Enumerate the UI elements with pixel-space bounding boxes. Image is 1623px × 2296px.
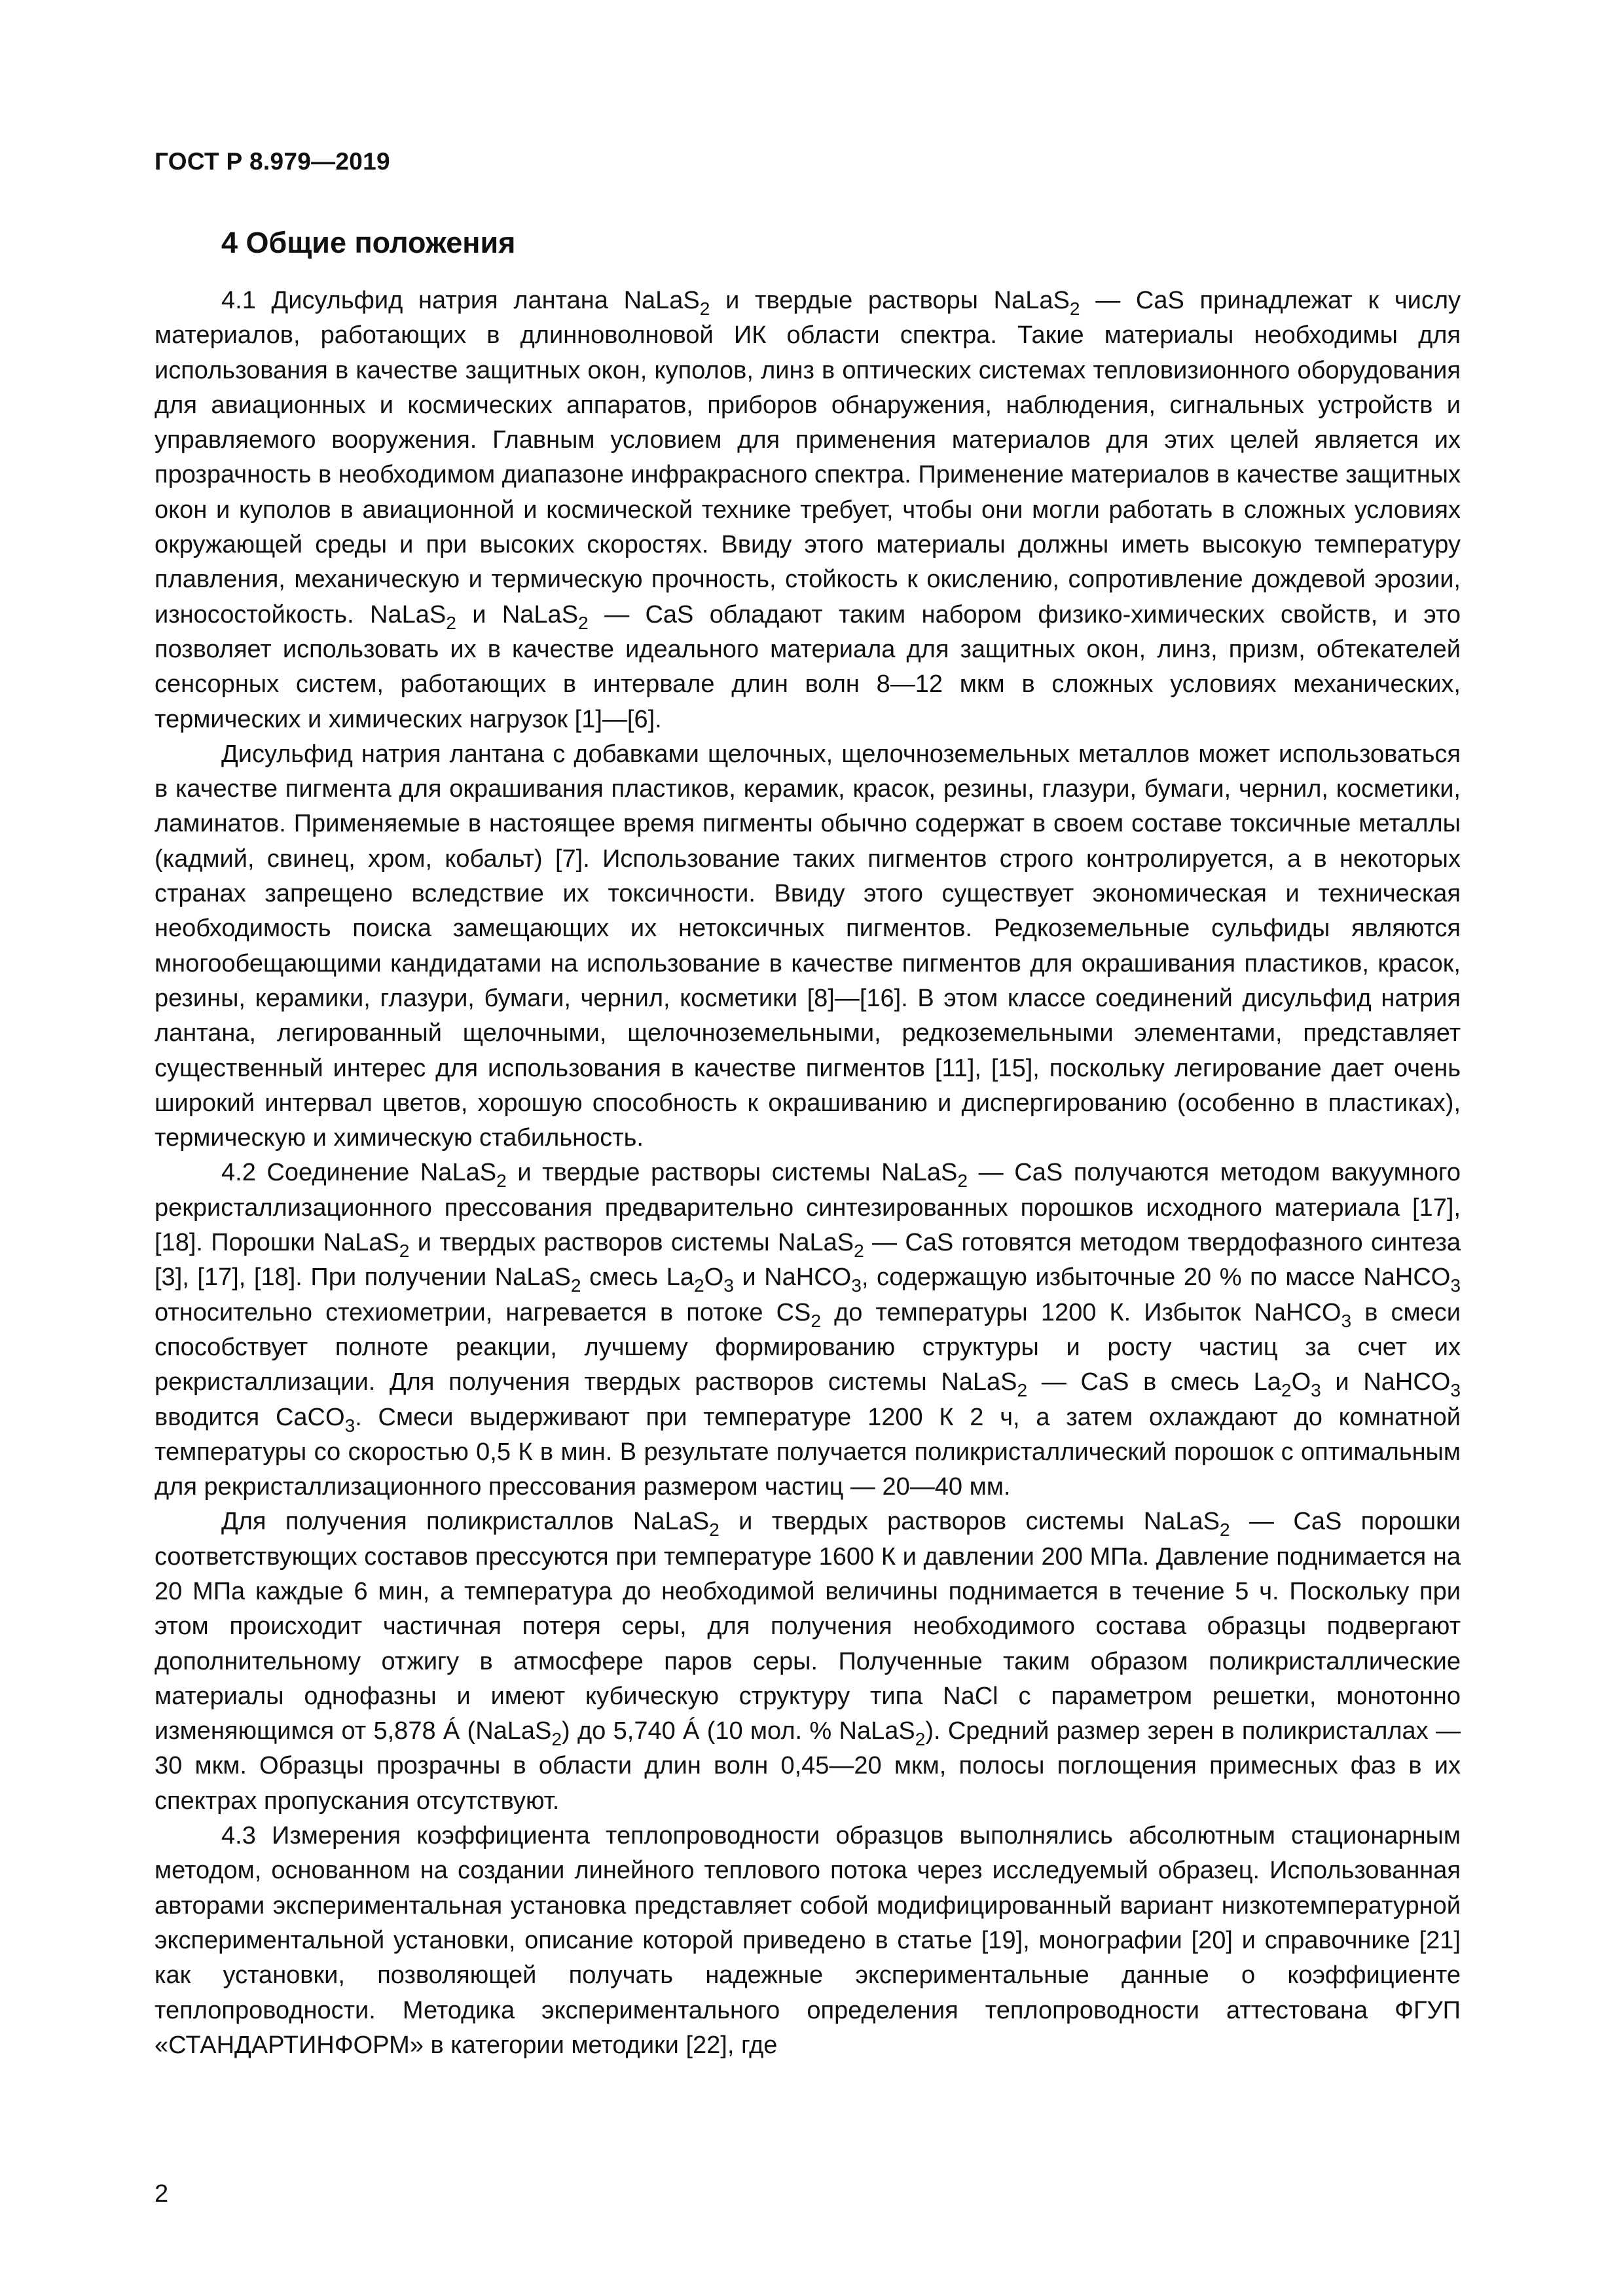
subscript: 2 [496,1171,507,1192]
paragraph-4-3: 4.3 Измерения коэффициента теплопроводности образцов выполнялись абсолютным стационарным методом, основанном на создании линейного теплового потока через исследуемый образец. Использованная авторами экспериментальная установка представляет собой модифицированный вариант низкотемпературной экспериментальной установки, описание которой приведено в статье [19], монографии [20] и справочнике [21] как установки, позволяющей получать надежные экспериментальные данные о коэффициенте теплопроводности. Методика экспериментального определения теплопроводности аттестована ФГУП «СТАНДАРТИНФОРМ» в категории методики [22], где [155,1822,1461,2059]
subscript: 2 [570,1275,581,1296]
subscript: 2 [957,1171,968,1192]
subscript: 2 [1069,298,1080,319]
body-text [155,283,1461,2063]
subscript: 2 [1219,1520,1230,1540]
paragraph-polycrystals: Для получения поликристаллов NaLaS$_2$ и твердых растворов системы NaLaS$_2$ — CaS порошки соответствующих составов прессуются при температуре 1600 К и давлении 200 МПа. Давление поднимается на 20 МПа каждые 6 мин, а температура до необходимой величины поднимается в течение 5 ч. Поскольку при этом происходит частичная потеря серы, для получения необходимого состава образцы подвергают дополнительному отжигу в атмосфере паров серы. Полученные таким образом поликристаллические материалы однофазны и имеют кубическую структуру типа NaCl с параметром решетки, монотонно изменяющимся от 5,878 Á (NaLaS$_2$) до 5,740 Á (10 мол. % NaLaS$_2$). Средний размер зерен в поликристаллах — 30 мкм. Образцы прозрачны в области длин волн 0,45—20 мкм, полосы поглощения примесных фаз в их спектрах пропускания отсутствуют. [155,1508,1461,1815]
subscript: 3 [723,1275,734,1296]
subscript: 3 [1450,1275,1461,1296]
subscript: 3 [851,1275,862,1296]
subscript: 2 [1281,1380,1292,1401]
subscript: 2 [915,1729,926,1749]
subscript: 2 [1017,1380,1028,1401]
subscript: 3 [344,1415,356,1436]
subscript: 3 [1311,1380,1321,1401]
subscript: 2 [854,1240,864,1261]
paragraph-pigments: Дисульфид натрия лантана с добавками щелочных, щелочноземельных металлов может использоваться в качестве пигмента для окрашивания пластиков, керамик, красок, резины, глазури, бумаги, чернил, косметики, ламинатов. Применяемые в настоящее время пигменты обычно содержат в своем составе токсичные металлы (кадмий, свинец, хром, кобальт) [7]. Использование таких пигментов строго контролируется, а в некоторых странах запрещено вследствие их токсичности. Ввиду этого существует экономическая и техническая необходимость поиска замещающих их нетоксичных пигментов. Редкоземельные сульфиды являются многообещающими кандидатами на использование в качестве пигментов для окрашивания пластиков, красок, резины, керамики, глазури, бумаги, чернил, косметики [8]—[16]. В этом классе соединений дисульфид натрия лантана, легированный щелочными, щелочноземельными, редкоземельными элементами, представляет существенный интерес для использования в качестве пигментов [11], [15], поскольку легирование дает очень широкий интервал цветов, хорошую способность к окрашиванию и диспергированию (особенно в пластиках), термическую и химическую стабильность. [155,740,1461,1152]
document-code-header: ГОСТ Р 8.979—2019 [155,148,390,175]
subscript: 2 [551,1729,562,1749]
subscript: 3 [1450,1380,1461,1401]
paragraph-4-1: 4.1 Дисульфид натрия лантана NaLaS$_2$ и твердые растворы NaLaS$_2$ — CaS принадлежат к числу материалов, работающих в длинноволновой ИК области спектра. Такие материалы необходимы для использования в качестве защитных окон, куполов, линз в оптических системах тепловизионного оборудования для авиационных и космических аппаратов, приборов обнаружения, наблюдения, сигнальных устройств и управляемого вооружения. Главным условием для применения материалов для этих целей является их прозрачность в необходимом диапазоне инфракрасного спектра. Применение материалов в качестве защитных окон и куполов в авиационной и космической технике требует, чтобы они могли работать в сложных условиях окружающей среды и при высоких скоростях. Ввиду этого материалы должны иметь высокую температуру плавления, механическую и термическую прочность, стойкость к окислению, сопротивление дождевой эрозии, износостойкость. NaLaS$_2$ и NaLaS$_2$ — CaS обладают таким набором физико-химических свойств, и это позволяет использовать их в качестве идеального материала для защитных окон, линз, призм, обтекателей сенсорных систем, работающих в интервале длин волн 8—12 мкм в сложных условиях механических, термических и химических нагрузок [1]—[6]. [155,287,1461,733]
section-title: 4 Общие положения [221,226,516,259]
paragraph-4-2: 4.2 Соединение NaLaS$_2$ и твердые растворы системы NaLaS$_2$ — CaS получаются методом вакуумного рекристаллизационного прессования предварительно синтезированных порошков исходного материала [17], [18]. Порошки NaLaS$_2$ и твердых растворов системы NaLaS$_2$ — CaS готовятся методом твердофазного синтеза [3], [17], [18]. При получении NaLaS$_2$ смесь $La_2O_3$ и NaHCO$_3$, содержащую избыточные 20 % по массе NaHCO$_3$ относительно стехиометрии, нагревается в потоке $CS_2$ до температуры 1200 К. Избыток NaHCO$_3$ в смеси способствует полноте реакции, лучшему формированию структуры и росту частиц за счет их рекристаллизации. Для получения твердых растворов системы NaLaS$_2$ — CaS в смесь $La_2O_3$ и NaHCO$_3$ вводится CaCO$_3$. Смеси выдерживают при температуре 1200 К 2 ч, а затем охлаждают до комнатной температуры со скоростью 0,5 К в мин. В результате получается поликристаллический порошок с оптимальным для рекристаллизационного прессования размером частиц — 20—40 мм. [155,1159,1461,1501]
subscript: 2 [446,612,456,633]
subscript: 2 [399,1240,410,1261]
subscript: 2 [693,1275,704,1296]
page-number: 2 [155,2180,169,2208]
subscript: 2 [811,1310,821,1331]
subscript: 2 [699,298,710,319]
subscript: 2 [578,612,589,633]
subscript: 3 [1341,1310,1352,1331]
subscript: 2 [709,1520,720,1540]
